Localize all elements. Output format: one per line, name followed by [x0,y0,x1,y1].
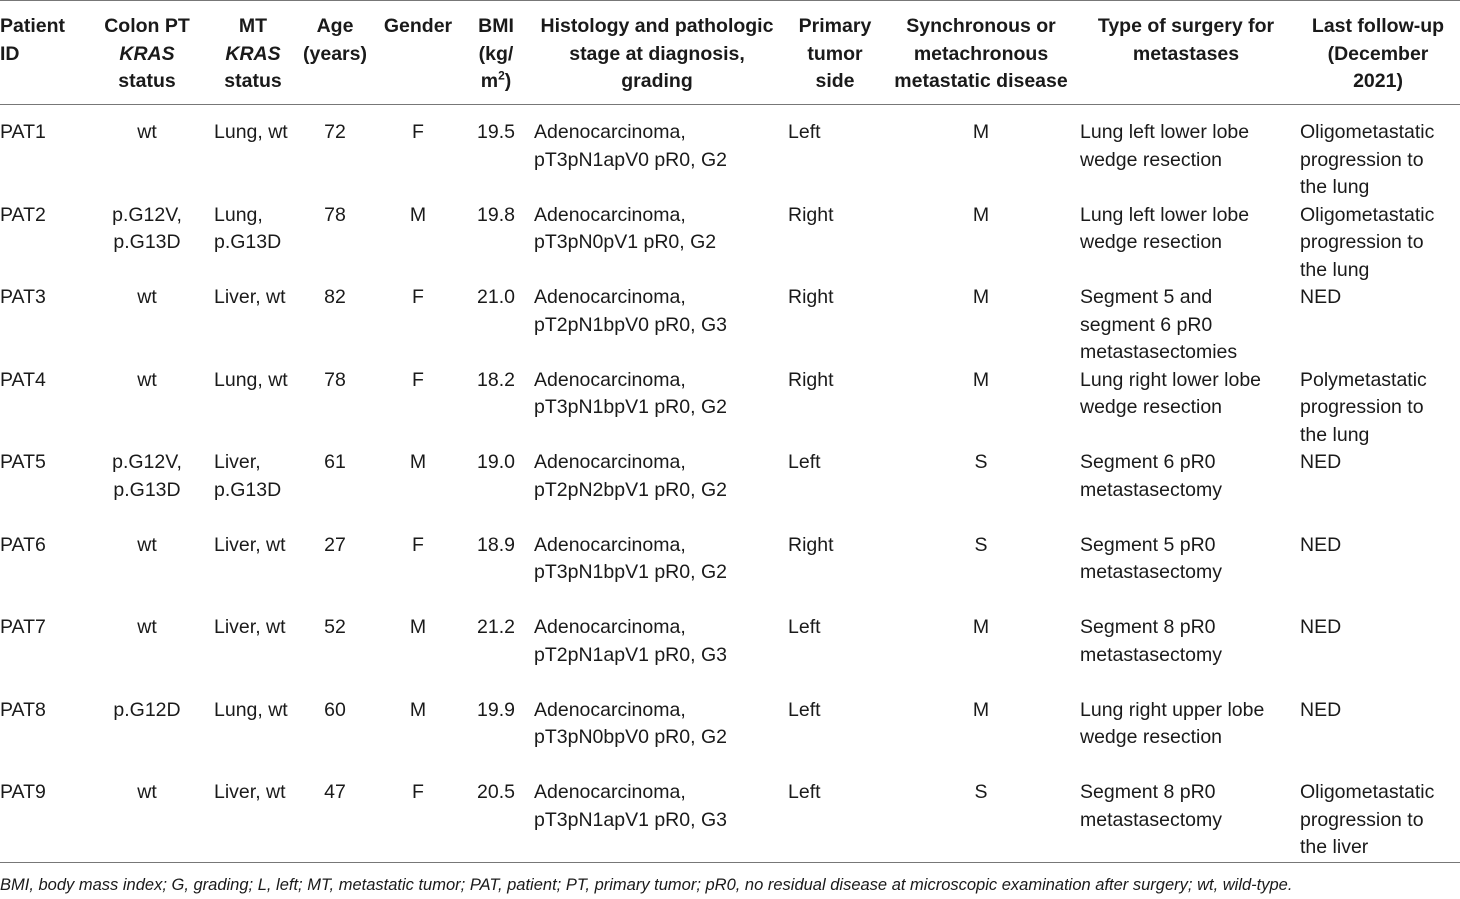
cell-colon-pt-kras: wt [137,286,157,308]
cell-surgery-type: Segment 8 pR0 metastasectomy [1080,781,1222,831]
table-row [0,779,1460,862]
cell-gender: M [409,451,427,473]
cell-age: 52 [324,616,346,638]
cell-patient-id: PAT4 [0,368,46,391]
cell-age: 47 [324,781,346,803]
cell-surgery-type: Segment 5 and segment 6 pR0 metastasectomies [1080,286,1238,363]
header-sync-metachronous: Synchronous or metachronous metastatic disease [894,15,1068,92]
table-row [0,367,1460,450]
cell-surgery-type: Lung right lower lobe wedge resection [1080,368,1262,418]
cell-histology: Adenocarcinoma, pT3pN1bpV1 pR0, G2 [534,368,727,418]
header-mt-kras: MT KRAS status [224,15,282,92]
cell-age: 27 [324,533,346,556]
cell-colon-pt-kras: p.G12V, p.G13D [112,451,182,501]
table-body [0,105,1460,863]
cell-surgery-type: Segment 6 pR0 metastasectomy [1080,451,1222,501]
table-header [0,1,1460,105]
header-patient-id: Patient ID [0,15,66,65]
cell-mt-kras: Lung, wt [214,368,288,391]
cell-patient-id: PAT7 [0,616,46,638]
cell-histology: Adenocarcinoma, pT3pN0pV1 pR0, G2 [534,203,717,253]
header-colon-pt-kras: Colon PT KRAS status [104,15,190,92]
table-row [0,532,1460,615]
cell-sync-metachronous: S [974,533,988,556]
cell-mt-kras: Lung, wt [214,698,288,721]
cell-surgery-type: Segment 8 pR0 metastasectomy [1080,616,1222,666]
cell-mt-kras: Liver, wt [214,616,286,638]
cell-gender: M [409,698,427,721]
cell-colon-pt-kras: p.G12D [113,698,181,721]
cell-age: 61 [324,451,346,473]
cell-sync-metachronous: M [972,616,990,638]
cell-patient-id: PAT6 [0,533,46,556]
cell-mt-kras: Liver, wt [214,286,286,308]
cell-bmi: 21.0 [477,286,515,308]
cell-gender: F [412,781,424,803]
cell-sync-metachronous: S [974,781,988,803]
cell-colon-pt-kras: p.G12V, p.G13D [112,203,182,253]
cell-colon-pt-kras: wt [137,616,157,638]
cell-bmi: 21.2 [477,616,515,638]
cell-age: 78 [324,203,346,226]
cell-colon-pt-kras: wt [137,121,157,143]
cell-primary-tumor-side: Left [788,781,821,803]
table-row [0,105,1460,202]
header-row [0,1,1460,105]
cell-last-followup: NED [1300,698,1342,721]
table-row [0,202,1460,285]
cell-histology: Adenocarcinoma, pT3pN0bpV0 pR0, G2 [534,698,727,748]
cell-colon-pt-kras: wt [137,781,157,803]
cell-surgery-type: Lung left lower lobe wedge resection [1080,121,1250,171]
header-gender: Gender [383,15,453,37]
cell-histology: Adenocarcinoma, pT3pN1apV1 pR0, G3 [534,781,727,831]
cell-last-followup: Oligometastatic progression to the lung [1300,121,1435,198]
cell-last-followup: Oligometastatic progression to the liver [1300,781,1435,858]
cell-sync-metachronous: S [974,451,988,473]
cell-mt-kras: Liver, p.G13D [214,451,282,501]
cell-sync-metachronous: M [972,698,990,721]
cell-patient-id: PAT2 [0,203,46,226]
header-histology: Histology and pathologic stage at diagnosis, grading [540,15,774,92]
cell-age: 60 [324,698,346,721]
table-row [0,449,1460,532]
cell-last-followup: NED [1300,286,1342,308]
cell-surgery-type: Lung right upper lobe wedge resection [1080,698,1265,748]
cell-last-followup: Polymetastatic progression to the lung [1300,368,1427,446]
cell-primary-tumor-side: Right [788,286,834,308]
cell-histology: Adenocarcinoma, pT3pN1bpV1 pR0, G2 [534,533,727,583]
cell-sync-metachronous: M [972,368,990,391]
header-surgery-type: Type of surgery for metastases [1097,15,1275,65]
cell-primary-tumor-side: Right [788,203,834,226]
cell-sync-metachronous: M [972,203,990,226]
cell-primary-tumor-side: Right [788,533,834,556]
cell-last-followup: Oligometastatic progression to the lung [1300,203,1435,281]
cell-mt-kras: Liver, wt [214,533,286,556]
cell-last-followup: NED [1300,616,1342,638]
cell-sync-metachronous: M [972,121,990,143]
cell-primary-tumor-side: Left [788,451,821,473]
cell-gender: M [409,616,427,638]
table-row [0,697,1460,780]
cell-primary-tumor-side: Right [788,368,834,391]
table-row [0,614,1460,697]
cell-gender: F [412,286,424,308]
cell-patient-id: PAT9 [0,781,46,803]
cell-gender: F [412,533,424,556]
cell-patient-id: PAT1 [0,121,46,143]
cell-colon-pt-kras: wt [137,368,157,391]
cell-bmi: 19.8 [477,203,515,226]
cell-sync-metachronous: M [972,286,990,308]
cell-bmi: 19.0 [477,451,515,473]
header-primary-tumor-side: Primary tumor side [798,15,872,92]
cell-bmi: 18.2 [477,368,515,391]
table-footnote: BMI, body mass index; G, grading; L, left; MT, metastatic tumor; PAT, patient; PT, primary tumor; pR0, no residual disease at microscopic examination after surgery; wt, wild-type. [0,876,1293,894]
header-last-followup: Last follow-up (December 2021) [1311,15,1445,92]
cell-patient-id: PAT5 [0,451,46,473]
cell-mt-kras: Liver, wt [214,781,286,803]
cell-primary-tumor-side: Left [788,616,821,638]
cell-bmi: 19.9 [477,698,515,721]
cell-gender: F [412,121,424,143]
header-bmi: BMI (kg/ $m^2$) [478,15,514,92]
cell-patient-id: PAT8 [0,698,46,721]
cell-mt-kras: Lung, p.G13D [214,203,282,253]
cell-bmi: 19.5 [477,121,515,143]
header-age: Age (years) [303,15,367,65]
cell-primary-tumor-side: Left [788,121,821,143]
cell-histology: Adenocarcinoma, pT3pN1apV0 pR0, G2 [534,121,727,171]
cell-colon-pt-kras: wt [137,533,157,556]
cell-histology: Adenocarcinoma, pT2pN1apV1 pR0, G3 [534,616,727,666]
cell-age: 78 [324,368,346,391]
cell-gender: M [409,203,427,226]
cell-surgery-type: Segment 5 pR0 metastasectomy [1080,533,1222,583]
cell-bmi: 18.9 [477,533,515,556]
cell-histology: Adenocarcinoma, pT2pN1bpV0 pR0, G3 [534,286,727,336]
cell-patient-id: PAT3 [0,286,46,308]
cell-surgery-type: Lung left lower lobe wedge resection [1080,203,1250,253]
cell-bmi: 20.5 [477,781,515,803]
table-row [0,284,1460,367]
cell-primary-tumor-side: Left [788,698,821,721]
cell-age: 72 [324,121,346,143]
cell-last-followup: NED [1300,451,1342,473]
cell-last-followup: NED [1300,533,1342,556]
cell-histology: Adenocarcinoma, pT2pN2bpV1 pR0, G2 [534,451,727,501]
cell-gender: F [412,368,424,391]
cell-age: 82 [324,286,346,308]
cell-mt-kras: Lung, wt [214,121,288,143]
